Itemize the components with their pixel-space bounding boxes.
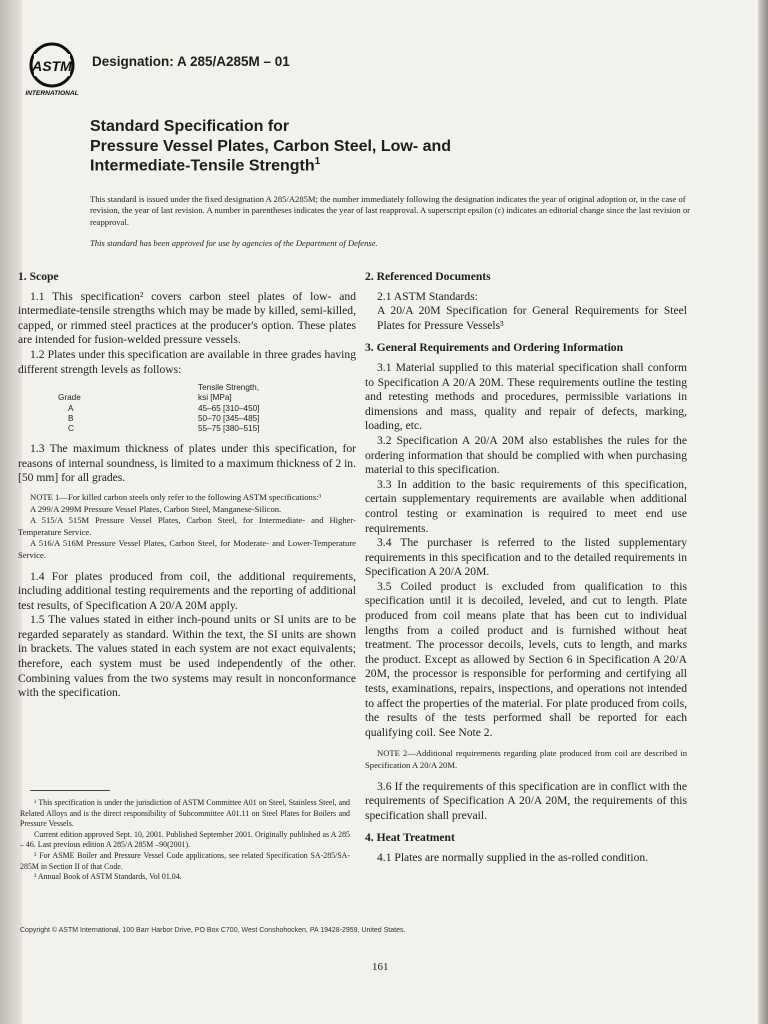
para-3-3: 3.3 In addition to the basic requirements of this specification, certain supplementary requirements are available when additional control testing or examination is required to meet end use requirements. <box>365 477 687 535</box>
table-row: A 45–65 [310–450] <box>68 403 260 413</box>
footnote-3: ³ Annual Book of ASTM Standards, Vol 01.04. <box>34 872 182 882</box>
footnote-1b: Current edition approved Sept. 10, 2001. Published September 2001. Originally published as A 285 – 46. Last previous edition A 285/A 285M –90(2001). <box>20 829 350 850</box>
footnote-2: ² For ASME Boiler and Pressure Vessel Code applications, see related Specification SA-285/SA-285M in Section II of that Code. <box>20 850 350 871</box>
table-row: C 55–75 [380–515] <box>68 423 260 433</box>
astm-logo <box>24 40 80 98</box>
para-3-2: 3.2 Specification A 20/A 20M also establishes the rules for the ordering information that should be complied with when purchasing material to this specification. <box>365 433 687 477</box>
title-line-3 <box>90 156 320 175</box>
general-requirements-heading: 3. General Requirements and Ordering Information <box>365 341 624 355</box>
issue-note: This standard is issued under the fixed designation A 285/A285M; the number immediately following the designation indicates the year of original adoption or, in the case of revision, the year of last revision. A number in parentheses indicates the year of last reapproval. A superscript epsilon (ε) indicates an editorial change since the last revision or reapproval. <box>90 194 690 227</box>
para-3-6: 3.6 If the requirements of this specification are in conflict with the requirements of Specification A 20/A 20M, the requirements of this specification shall prevail. <box>365 779 687 822</box>
note-1-c: A 516/A 516M Pressure Vessel Plates, Carbon Steel, for Moderate- and Lower-Temperature Service. <box>18 538 356 560</box>
para-2-1-item: A 20/A 20M Specification for General Requirements for Steel Plates for Pressure Vessels³ <box>377 304 687 332</box>
heat-treatment-heading: 4. Heat Treatment <box>365 831 455 845</box>
title-line-2: Pressure Vessel Plates, Carbon Steel, Low- and <box>90 138 452 155</box>
footnote-rule <box>30 790 110 791</box>
table-header-strength-1: Tensile Strength, <box>198 383 259 393</box>
para-1-5: 1.5 The values stated in either inch-pound units or SI units are to be regarded separately as standard. Within the text, the SI units are shown in brackets. The values stated in each system are not exact equivalents; therefore, each system must be used independently of the other. Combining values from the two systems may result in nonconformance with the specification. <box>18 613 356 700</box>
para-3-5: 3.5 Coiled product is excluded from qualification to this specification until it is decoiled, leveled, and cut to length. Plate produced from coil means plate that has been cut to individual lengths from a coiled product and is furnished without heat treatment. The processor decoils, levels, cuts to length, and marks the product. Except as allowed by Section 6 in Specification A 20/A 20M, the processor is responsible for performing and certifying all tests, examinations, repairs, inspections, and operations not intended to affect the properties of the material. For plate produced from coils, the results of the tests performed shall be reported for each qualifying coil. See Note 2. <box>365 579 687 739</box>
para-1-3: 1.3 The maximum thickness of plates under this specification, for reasons of internal soundness, is limited to a maximum thickness of 2 in. [50 mm] for all grades. <box>18 442 356 485</box>
grades-table <box>58 383 259 434</box>
title-line-3-text: Intermediate-Tensile Strength <box>90 157 315 175</box>
scan-edge-right <box>758 0 768 1024</box>
para-2-1: 2.1 ASTM Standards: <box>377 289 478 303</box>
para-3-1: 3.1 Material supplied to this material specification shall conform to Specification A 20/A 20M. These requirements outline the testing and retesting methods and procedures, permissible variations in dimensions and mass, quality and repair of defects, marking, loading, etc. <box>365 360 687 433</box>
logo-subtext: INTERNATIONAL <box>25 90 79 97</box>
para-4-1: 4.1 Plates are normally supplied in the as-rolled condition. <box>377 850 649 864</box>
para-1-1: 1.1 This specification² covers carbon steel plates of low- and intermediate-tensile strengths which may be made by killed, semi-killed, capped, or rimmed steel practices at the producer's option. These plates are intended for fusion-welded pressure vessels. <box>18 289 356 347</box>
para-1-4: 1.4 For plates produced from coil, the additional requirements, including additional testing requirements and the reporting of additional test results, of Specification A 20/A 20M apply. <box>18 569 356 612</box>
copyright-line: Copyright © ASTM International, 100 Barr Harbor Drive, PO Box C700, West Conshohocken, PA 19428-2959, United States. <box>20 927 406 934</box>
dod-note: This standard has been approved for use by agencies of the Department of Defense. <box>90 238 378 248</box>
para-1-2: 1.2 Plates under this specification are available in three grades having different strength levels as follows: <box>18 347 356 376</box>
designation: Designation: A 285/A285M – 01 <box>92 54 290 69</box>
footnote-1: ¹ This specification is under the jurisdiction of ASTM Committee A01 on Steel, Stainless Steel, and Related Alloys and is the direct responsibility of Subcommittee A01.11 on Steel Plates for Boilers and Pressure Vessels. <box>20 798 350 829</box>
note-2: NOTE 2—Additional requirements regarding plate produced from coil are described in Specification A 20/A 20M. <box>365 748 687 770</box>
page-number: 161 <box>372 961 389 973</box>
table-header-strength-2: ksi [MPa] <box>198 393 232 403</box>
note-1-b: A 515/A 515M Pressure Vessel Plates, Carbon Steel, for Intermediate- and Higher-Temperature Service. <box>18 515 356 537</box>
title-line-1: Standard Specification for <box>90 118 290 135</box>
left-column <box>18 270 356 701</box>
note-1: NOTE 1—For killed carbon steels only refer to the following ASTM specifications:³ <box>30 491 322 502</box>
note-1-a: A 299/A 299M Pressure Vessel Plates, Carbon Steel, Manganese-Silicon. <box>30 503 282 514</box>
scope-heading: 1. Scope <box>18 270 59 283</box>
table-header-grade: Grade <box>58 393 81 403</box>
title-footnote-mark: 1 <box>314 156 321 167</box>
table-row: B 50–70 [345–485] <box>68 413 260 423</box>
logo-text: ASTM <box>32 58 72 74</box>
para-3-4: 3.4 The purchaser is referred to the listed supplementary requirements in this specification and to the detailed requirements in Specification A 20/A 20M. <box>365 536 687 579</box>
footnotes <box>20 798 350 883</box>
referenced-documents-heading: 2. Referenced Documents <box>365 270 491 283</box>
right-column <box>365 270 687 866</box>
